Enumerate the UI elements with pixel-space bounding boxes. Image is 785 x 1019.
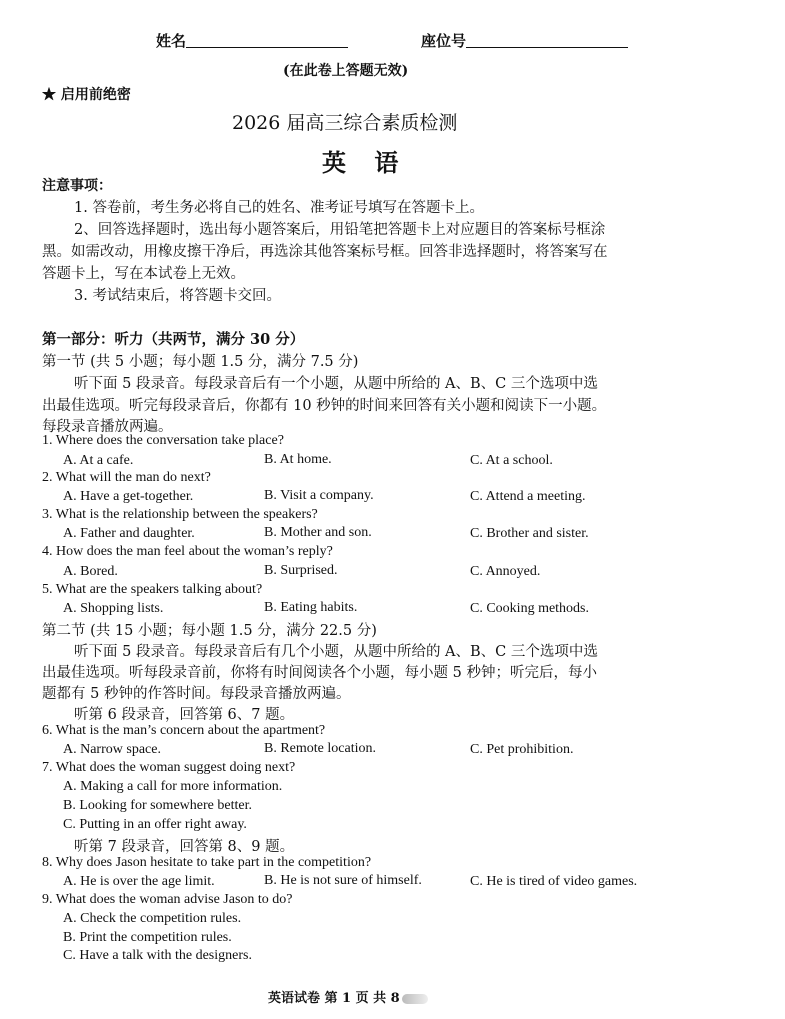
notes-line: 2、回答选择题时，选出每小题答案后，用铅笔把答题卡上对应题目的答案标号框涂 [74,222,606,238]
option-6b: B. Remote location. [264,741,376,756]
part1-heading: 第一部分：听力（共两节，满分 30 分） [42,331,305,348]
question-5: 5. What are the speakers talking about? [42,582,263,597]
option-6a: A. Narrow space. [63,742,161,757]
section2-instruction: 听下面 5 段录音。每段录音后有几个小题，从题中所给的 A、B、C 三个选项中选 [74,644,598,660]
seat-blank [466,32,628,48]
question-6: 6. What is the man’s concern about the apartment? [42,723,326,738]
option-2c: C. Attend a meeting. [470,489,586,504]
option-6c: C. Pet prohibition. [470,742,574,757]
section1-instruction: 每段录音播放两遍。 [42,419,173,435]
option-9c: C. Have a talk with the designers. [63,948,252,963]
option-7a: A. Making a call for more information. [63,779,283,794]
notes-line: 1. 答卷前，考生务必将自己的姓名、准考证号填写在答题卡上。 [74,200,484,216]
option-5a: A. Shopping lists. [63,601,164,616]
notes-line: 答题卡上，写在本试卷上无效。 [42,266,245,282]
option-9b: B. Print the competition rules. [63,930,232,945]
section1-instruction: 听下面 5 段录音。每段录音后有一个小题，从题中所给的 A、B、C 三个选项中选 [74,376,598,392]
name-blank [186,32,348,48]
notes-line: 黑。如需改动，用橡皮擦干净后，再选涂其他答案标号框。回答非选择题时，将答案写在 [42,244,608,260]
subject-title: 英 语 [322,148,409,177]
segment7-note: 听第 7 段录音，回答第 8、9 题。 [74,839,295,855]
seat-field [421,30,628,51]
section2-instruction: 出最佳选项。听每段录音前，你将有时间阅读各个小题，每小题 5 秒钟；听完后，每小 [42,665,597,681]
option-8c: C. He is tired of video games. [470,874,638,889]
option-8b: B. He is not sure of himself. [264,873,422,888]
notes-heading: 注意事项： [42,178,112,194]
question-4: 4. How does the man feel about the woman’s reply? [42,544,333,559]
seat-label: 座位号 [421,32,467,50]
notes-line: 3. 考试结束后，将答题卡交回。 [74,288,281,304]
name-label: 姓名 [156,32,187,50]
secret-mark: ★ 启用前绝密 [42,87,131,103]
option-3c: C. Brother and sister. [470,526,589,541]
option-1c: C. At a school. [470,453,553,468]
page-footer [268,987,428,1006]
option-1b: B. At home. [264,452,332,467]
question-1: 1. Where does the conversation take place? [42,433,284,448]
option-2a: A. Have a get-together. [63,489,194,504]
option-1a: A. At a cafe. [63,453,134,468]
option-4c: C. Annoyed. [470,564,541,579]
option-3a: A. Father and daughter. [63,526,195,541]
option-5c: C. Cooking methods. [470,601,590,616]
name-field [156,30,348,51]
option-9a: A. Check the competition rules. [63,911,242,926]
section1-instruction: 出最佳选项。听完每段录音后，你都有 10 秒钟的时间来回答有关小题和阅读下一小题。 [42,398,607,414]
option-7c: C. Putting in an offer right away. [63,817,247,832]
footer-text: 英语试卷 第 1 页 共 8 [268,991,400,1006]
segment6-note: 听第 6 段录音，回答第 6、7 题。 [74,707,295,723]
invalid-note: (在此卷上答题无效) [283,63,409,79]
option-3b: B. Mother and son. [264,525,372,540]
question-7: 7. What does the woman suggest doing next? [42,760,296,775]
option-4a: A. Bored. [63,564,118,579]
question-8: 8. Why does Jason hesitate to take part in the competition? [42,855,372,870]
exam-title: 2026 届高三综合素质检测 [232,112,458,134]
option-8a: A. He is over the age limit. [63,874,215,889]
section1-heading: 第一节 (共 5 小题；每小题 1.5 分，满分 7.5 分) [42,354,359,370]
scan-smudge [402,994,428,1004]
option-7b: B. Looking for somewhere better. [63,798,252,813]
question-9: 9. What does the woman advise Jason to do? [42,892,293,907]
section2-heading: 第二节 (共 15 小题；每小题 1.5 分，满分 22.5 分) [42,623,377,639]
section2-instruction: 题都有 5 秒钟的作答时间。每段录音播放两遍。 [42,686,351,702]
question-3: 3. What is the relationship between the speakers? [42,507,318,522]
option-4b: B. Surprised. [264,563,338,578]
option-2b: B. Visit a company. [264,488,374,503]
option-5b: B. Eating habits. [264,600,358,615]
question-2: 2. What will the man do next? [42,470,211,485]
